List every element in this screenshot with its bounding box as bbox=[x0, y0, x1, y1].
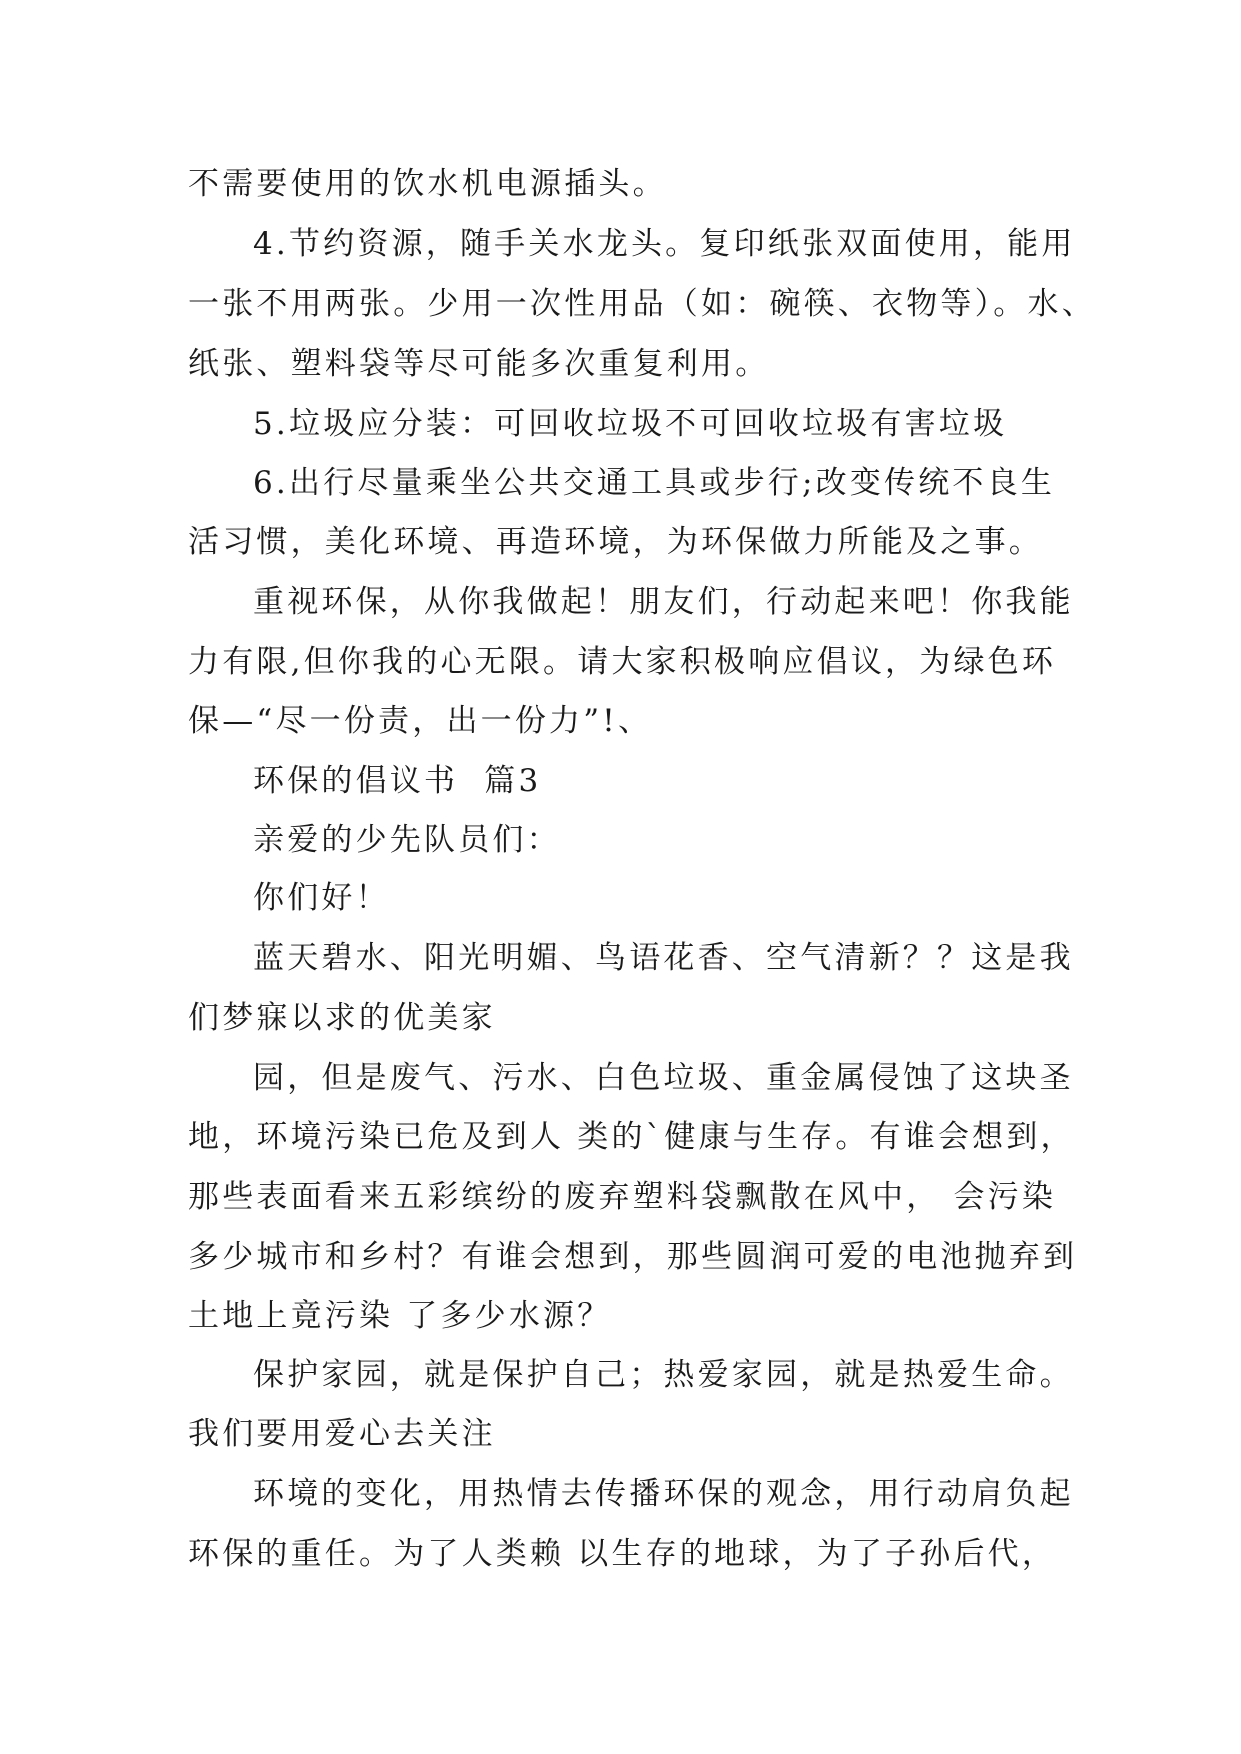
text-line: 环境的变化，用热情去传播环保的观念，用行动肩负起 bbox=[253, 1476, 1074, 1512]
text-line: 我们要用爱心去关注 bbox=[188, 1416, 496, 1452]
text-line: 那些表面看来五彩缤纷的废弃塑料袋飘散在风中， 会污染 bbox=[188, 1179, 1057, 1215]
text-line: 蓝天碧水、阳光明媚、鸟语花香、空气清新？？这是我 bbox=[253, 940, 1074, 976]
text-line: 多少城市和乡村？有谁会想到，那些圆润可爱的电池抛弃到 bbox=[188, 1239, 1078, 1275]
greeting: 你们好！ bbox=[253, 880, 390, 916]
text-line: 重视环保，从你我做起！朋友们，行动起来吧！你我能 bbox=[253, 584, 1074, 620]
text-line: 活习惯，美化环境、再造环境，为环保做力所能及之事。 bbox=[188, 524, 1043, 560]
text-line: 不需要使用的饮水机电源插头。 bbox=[188, 166, 667, 202]
text-line: 纸张、塑料袋等尽可能多次重复利用。 bbox=[188, 346, 770, 382]
text-line: 一张不用两张。少用一次性用品（如：碗筷、衣物等）。水、 bbox=[188, 286, 1096, 322]
text-line: 5.垃圾应分装：可回收垃圾不可回收垃圾有害垃圾 bbox=[253, 406, 1008, 442]
text-line: 土地上竟污染 了多少水源？ bbox=[188, 1298, 612, 1334]
text-line: 保—“尽一份责，出一份力”!、 bbox=[188, 703, 653, 739]
text-line: 地，环境污染已危及到人 类的`健康与生存。有谁会想到， bbox=[188, 1119, 1075, 1155]
text-line: 园，但是废气、污水、白色垃圾、重金属侵蚀了这块圣 bbox=[253, 1060, 1074, 1096]
salutation: 亲爱的少先队员们： bbox=[253, 822, 561, 858]
text-line: 6.出行尽量乘坐公共交通工具或步行;改变传统不良生 bbox=[253, 465, 1056, 501]
text-line: 环保的重任。为了人类赖 以生存的地球，为了子孙后代， bbox=[188, 1536, 1057, 1572]
text-line: 力有限,但你我的心无限。请大家积极响应倡议，为绿色环 bbox=[188, 644, 1057, 680]
text-line: 4.节约资源，随手关水龙头。复印纸张双面使用，能用 bbox=[253, 226, 1076, 262]
section-heading: 环保的倡议书 篇3 bbox=[253, 763, 542, 799]
text-line: 保护家园，就是保护自己；热爱家园，就是热爱生命。 bbox=[253, 1357, 1074, 1393]
text-line: 们梦寐以求的优美家 bbox=[188, 1000, 496, 1036]
